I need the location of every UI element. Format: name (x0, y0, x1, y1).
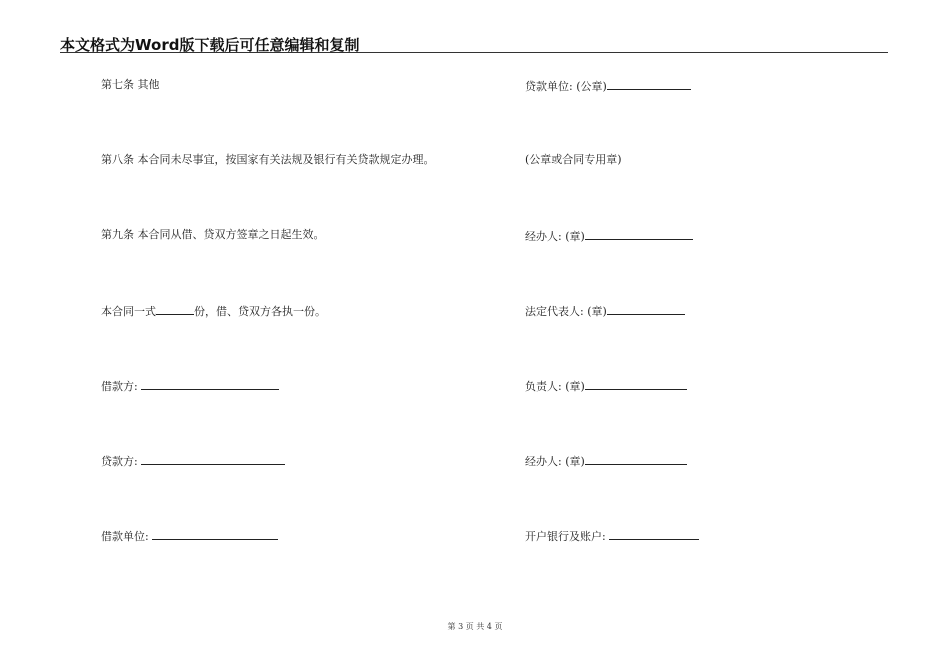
borrower-blank[interactable] (141, 378, 279, 390)
borrower-signature-line (101, 378, 279, 394)
page-number: 第 3 页 共 4 页 (447, 622, 503, 631)
lending-unit-seal-line (525, 78, 691, 94)
handler-blank-2[interactable] (585, 453, 687, 465)
borrowing-unit-signature-line (101, 528, 278, 544)
legal-representative-seal-line (525, 303, 685, 319)
handler-seal-line-2 (525, 453, 687, 469)
copies-clause-before: 本合同一式 (101, 305, 156, 318)
copies-clause-after: 份，借、贷双方各执一份。 (194, 305, 326, 318)
person-in-charge-seal-line (525, 378, 687, 394)
handler-label-2: 经办人: (章) (525, 455, 585, 468)
lender-label: 贷款方: (101, 455, 142, 468)
seal-note-line (525, 153, 622, 167)
handler-blank-1[interactable] (585, 228, 693, 240)
header-divider (60, 52, 888, 53)
seal-note-text: (公章或合同专用章) (525, 153, 622, 166)
clause-nine (101, 228, 325, 242)
lender-blank[interactable] (141, 453, 285, 465)
clause-seven (101, 78, 160, 92)
bank-account-blank[interactable] (609, 528, 699, 540)
document-header-title: 本文格式为Word版下载后可任意编辑和复制 (60, 36, 360, 54)
borrower-label: 借款方: (101, 380, 142, 393)
legal-representative-blank[interactable] (607, 303, 685, 315)
bank-account-label: 开户银行及账户: (525, 530, 610, 543)
legal-representative-label: 法定代表人: (章) (525, 305, 607, 318)
bank-account-line (525, 528, 699, 544)
borrowing-unit-label: 借款单位: (101, 530, 153, 543)
lending-unit-label: 贷款单位: (公章) (525, 80, 607, 93)
clause-eight-text: 第八条 本合同未尽事宜，按国家有关法规及银行有关贷款规定办理。 (101, 153, 435, 166)
handler-seal-line-1 (525, 228, 693, 244)
page-footer (0, 621, 950, 632)
clause-nine-text: 第九条 本合同从借、贷双方签章之日起生效。 (101, 228, 325, 241)
handler-label-1: 经办人: (章) (525, 230, 585, 243)
clause-eight (101, 153, 435, 167)
lender-signature-line (101, 453, 285, 469)
person-in-charge-blank[interactable] (585, 378, 687, 390)
borrowing-unit-blank[interactable] (152, 528, 278, 540)
copies-clause (101, 303, 326, 319)
copies-count-blank[interactable] (156, 303, 194, 315)
clause-seven-text: 第七条 其他 (101, 78, 160, 91)
lending-unit-blank[interactable] (607, 78, 691, 90)
person-in-charge-label: 负责人: (章) (525, 380, 585, 393)
